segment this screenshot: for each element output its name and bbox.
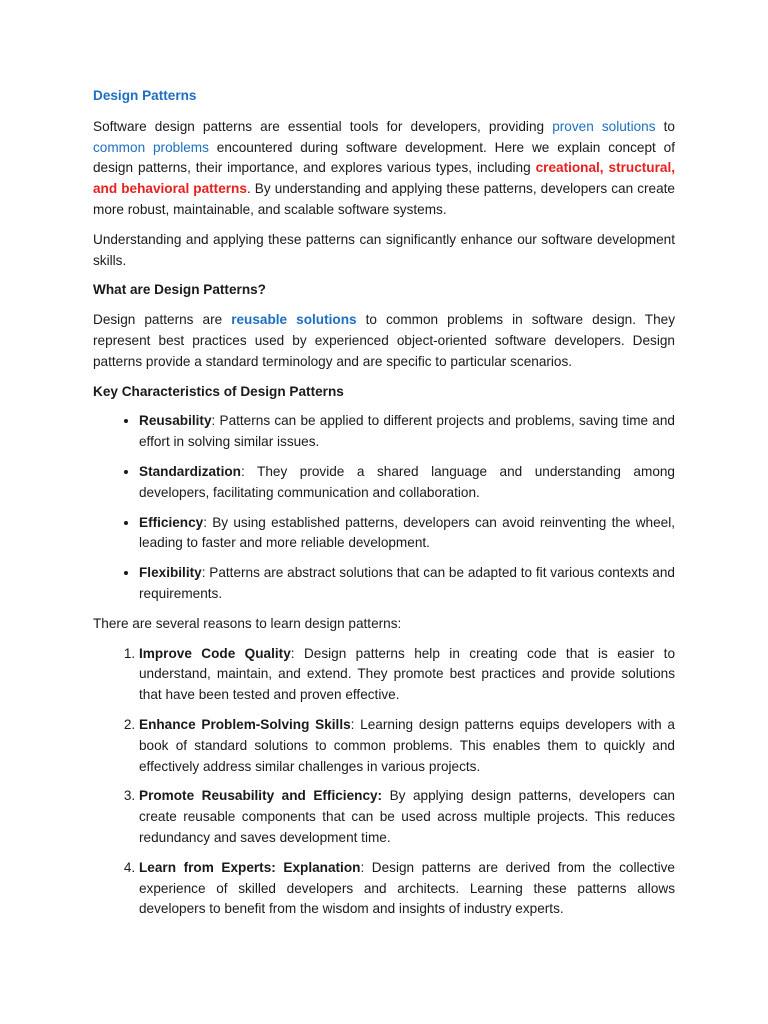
reason-desc: : Learning design patterns equips developers with a book of standard solutions to common problems. This enables them to quickly and effectively address similar challenges in various projects.	[139, 716, 675, 774]
characteristics-list	[93, 411, 675, 604]
intro-text-1: Software design patterns are essential tools for developers, providing	[93, 118, 553, 134]
intro-text-4: . By understanding and applying these patterns, developers can create more robust, maintainable, and scalable software systems.	[93, 181, 675, 217]
reason-desc: By applying design patterns, developers can create reusable components that can be used across multiple projects. This reduces redundancy and saves development time.	[139, 788, 675, 845]
what-heading: What are Design Patterns?	[93, 282, 266, 298]
proven-solutions-link[interactable]: proven solutions	[552, 118, 656, 134]
characteristic-term: Flexibility	[139, 565, 202, 581]
reasons-list	[93, 644, 675, 921]
list-item	[139, 715, 675, 777]
intro-paragraph	[93, 117, 675, 221]
reason-desc: : Design patterns help in creating code that is easier to understand, maintain, and extend. They promote best practices and provide solutions that have been tested and proven effective.	[139, 645, 676, 703]
reason-desc: : Design patterns are derived from the collective experience of skilled developers and architects. Learning these patterns allows developers to benefit from the wisdom and insights of industry experts.	[139, 859, 675, 917]
page-title: Design Patterns	[93, 88, 197, 103]
list-item	[139, 513, 675, 555]
characteristic-desc: : Patterns are abstract solutions that can be adapted to fit various contexts and requirements.	[139, 565, 675, 601]
reason-term: Promote Reusability and Efficiency:	[139, 788, 383, 804]
reasons-intro: There are several reasons to learn design patterns:	[93, 615, 402, 631]
characteristic-term: Efficiency	[139, 514, 204, 530]
characteristic-desc: : By using established patterns, developers can avoid reinventing the wheel, leading to faster and more reliable development.	[139, 514, 675, 551]
pattern-types-highlight: creational, structural, and behavioral patterns	[93, 160, 675, 197]
characteristic-term: Standardization	[139, 463, 241, 479]
list-item	[139, 462, 675, 504]
list-item	[139, 786, 675, 848]
reason-term: Enhance Problem-Solving Skills	[139, 716, 351, 732]
reason-term: Improve Code Quality	[139, 645, 291, 661]
list-item	[139, 563, 675, 605]
what-paragraph	[93, 310, 675, 372]
list-item	[139, 858, 675, 920]
list-item	[139, 644, 675, 706]
key-characteristics-heading: Key Characteristics of Design Patterns	[93, 383, 344, 399]
list-item	[139, 411, 675, 453]
reusable-solutions-link[interactable]: reusable solutions	[231, 312, 357, 328]
characteristic-desc: : They provide a shared language and understanding among developers, facilitating communication and collaboration.	[139, 463, 675, 500]
what-text-2: to common problems in software design. They represent best practices used by experienced object-oriented software developers. Design patterns provide a standard terminology and are specific to particular scenarios.	[93, 312, 675, 369]
document-page	[93, 86, 675, 929]
understanding-paragraph: Understanding and applying these patterns can significantly enhance our software development skills.	[93, 231, 675, 268]
intro-text-3: encountered during software development. Here we explain concept of design patterns, their importance, and explores various types, including	[93, 139, 676, 176]
characteristic-desc: : Patterns can be applied to different projects and problems, saving time and effort in solving similar issues.	[139, 413, 675, 450]
reason-term: Learn from Experts: Explanation	[139, 859, 361, 875]
common-problems-link[interactable]: common problems	[93, 139, 209, 155]
characteristic-term: Reusability	[139, 413, 212, 429]
intro-text-2: to	[655, 118, 675, 134]
what-text-1: Design patterns are	[93, 312, 232, 328]
